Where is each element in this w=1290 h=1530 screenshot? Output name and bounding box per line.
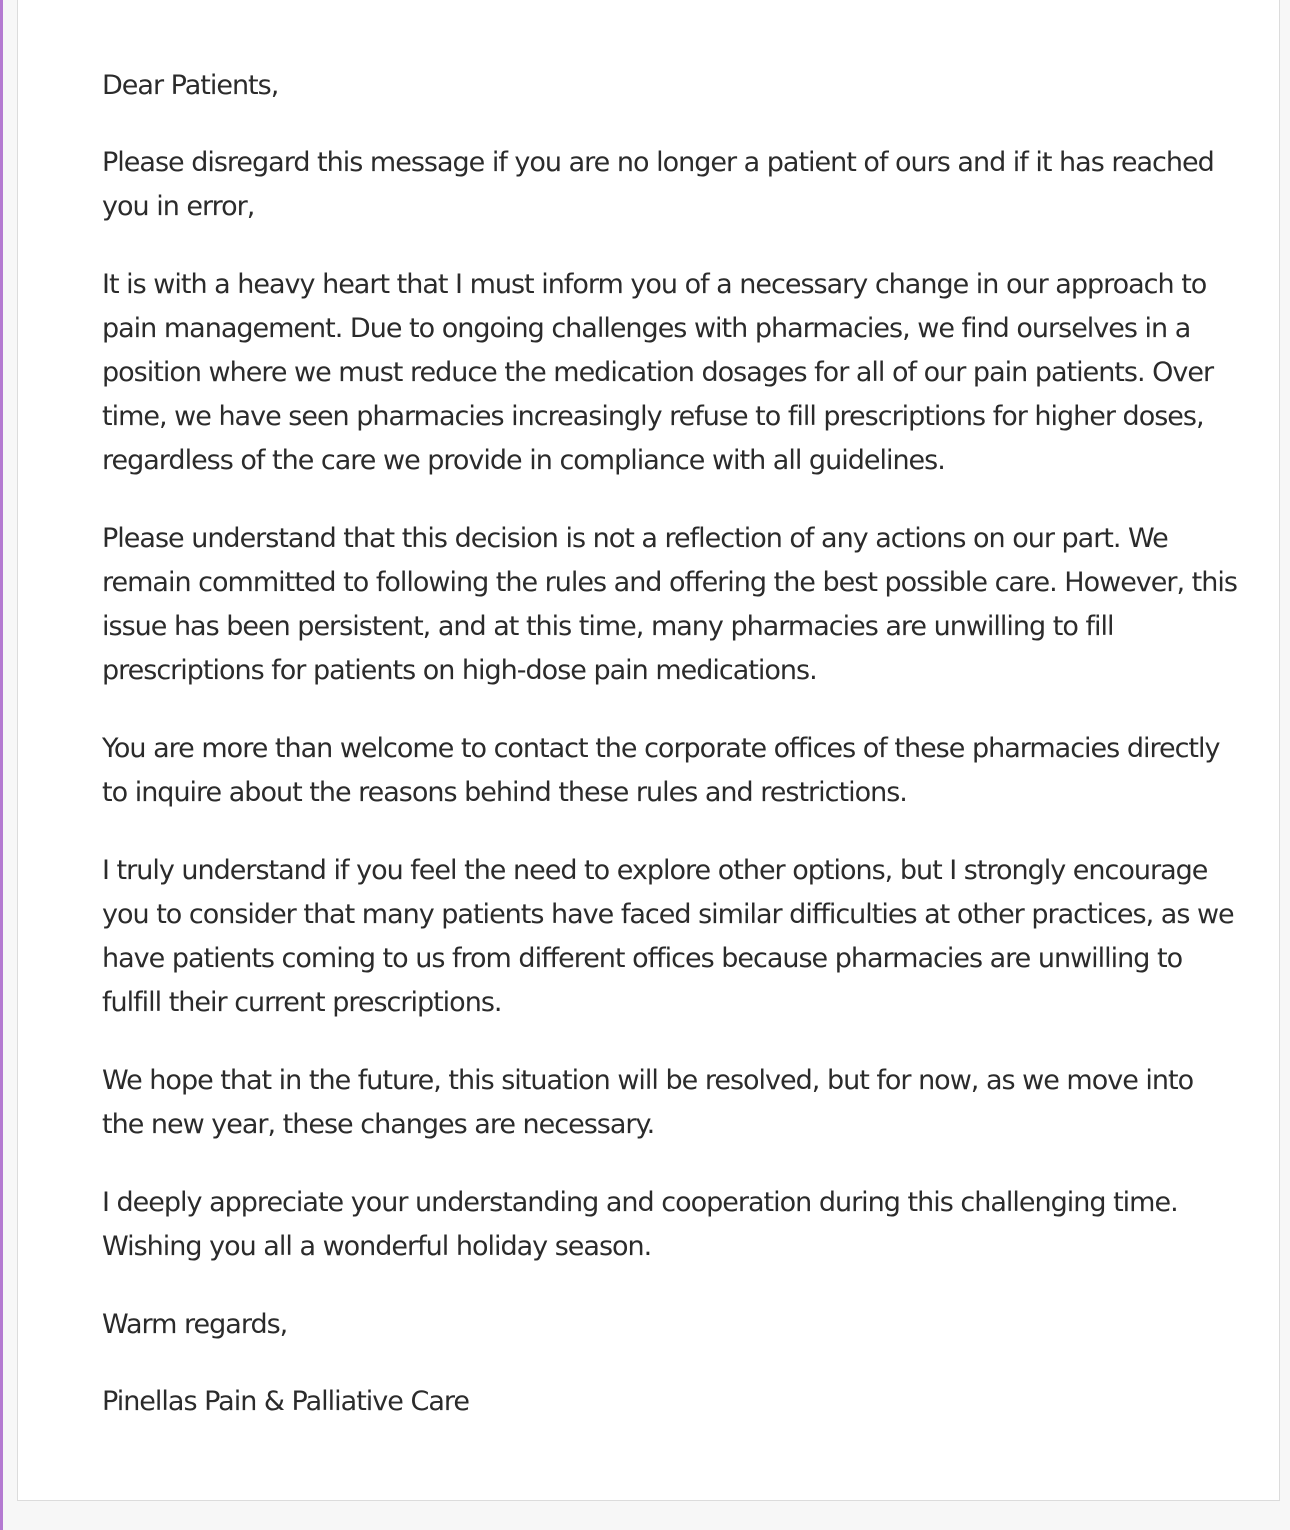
paragraph-contact-pharmacies: You are more than welcome to contact the corporate offices of these pharmacies directly to inquire about the reasons behind these rules and restrictions. xyxy=(102,733,1220,808)
paragraph-disregard: Please disregard this message if you are no longer a patient of ours and if it has reached you in error, xyxy=(102,147,1214,222)
accent-edge xyxy=(0,0,3,1530)
closing: Warm regards, xyxy=(102,1309,288,1340)
paragraph-future: We hope that in the future, this situation will be resolved, but for now, as we move into the new year, these changes are necessary. xyxy=(102,1065,1194,1140)
message-panel xyxy=(17,0,1280,1501)
paragraph-dosage-change: It is with a heavy heart that I must inform you of a necessary change in our approach to pain management. Due to ongoing challenges with pharmacies, we find ourselves in a position where we must reduce the medication dosages for all of our pain patients. Over time, we have seen pharmacies increasingly refuse to fill prescriptions for higher doses, regardless of the care we provide in compliance with all guidelines. xyxy=(102,269,1214,476)
paragraph-not-reflection: Please understand that this decision is not a reflection of any actions on our part. We remain committed to following the rules and offering the best possible care. However, this issue has been persistent, and at this time, many pharmacies are unwilling to fill prescriptions for patients on high-dose pain medications. xyxy=(102,523,1237,686)
paragraph-appreciation: I deeply appreciate your understanding and cooperation during this challenging time. Wishing you all a wonderful holiday season. xyxy=(102,1187,1178,1262)
salutation: Dear Patients, xyxy=(102,70,279,101)
letter-body xyxy=(102,64,1242,1457)
paragraph-other-options: I truly understand if you feel the need to explore other options, but I strongly encourage you to consider that many patients have faced similar difficulties at other practices, as we have patients coming to us from different offices because pharmacies are unwilling to fulfill their current prescriptions. xyxy=(102,855,1234,1018)
signature: Pinellas Pain & Palliative Care xyxy=(102,1386,469,1417)
